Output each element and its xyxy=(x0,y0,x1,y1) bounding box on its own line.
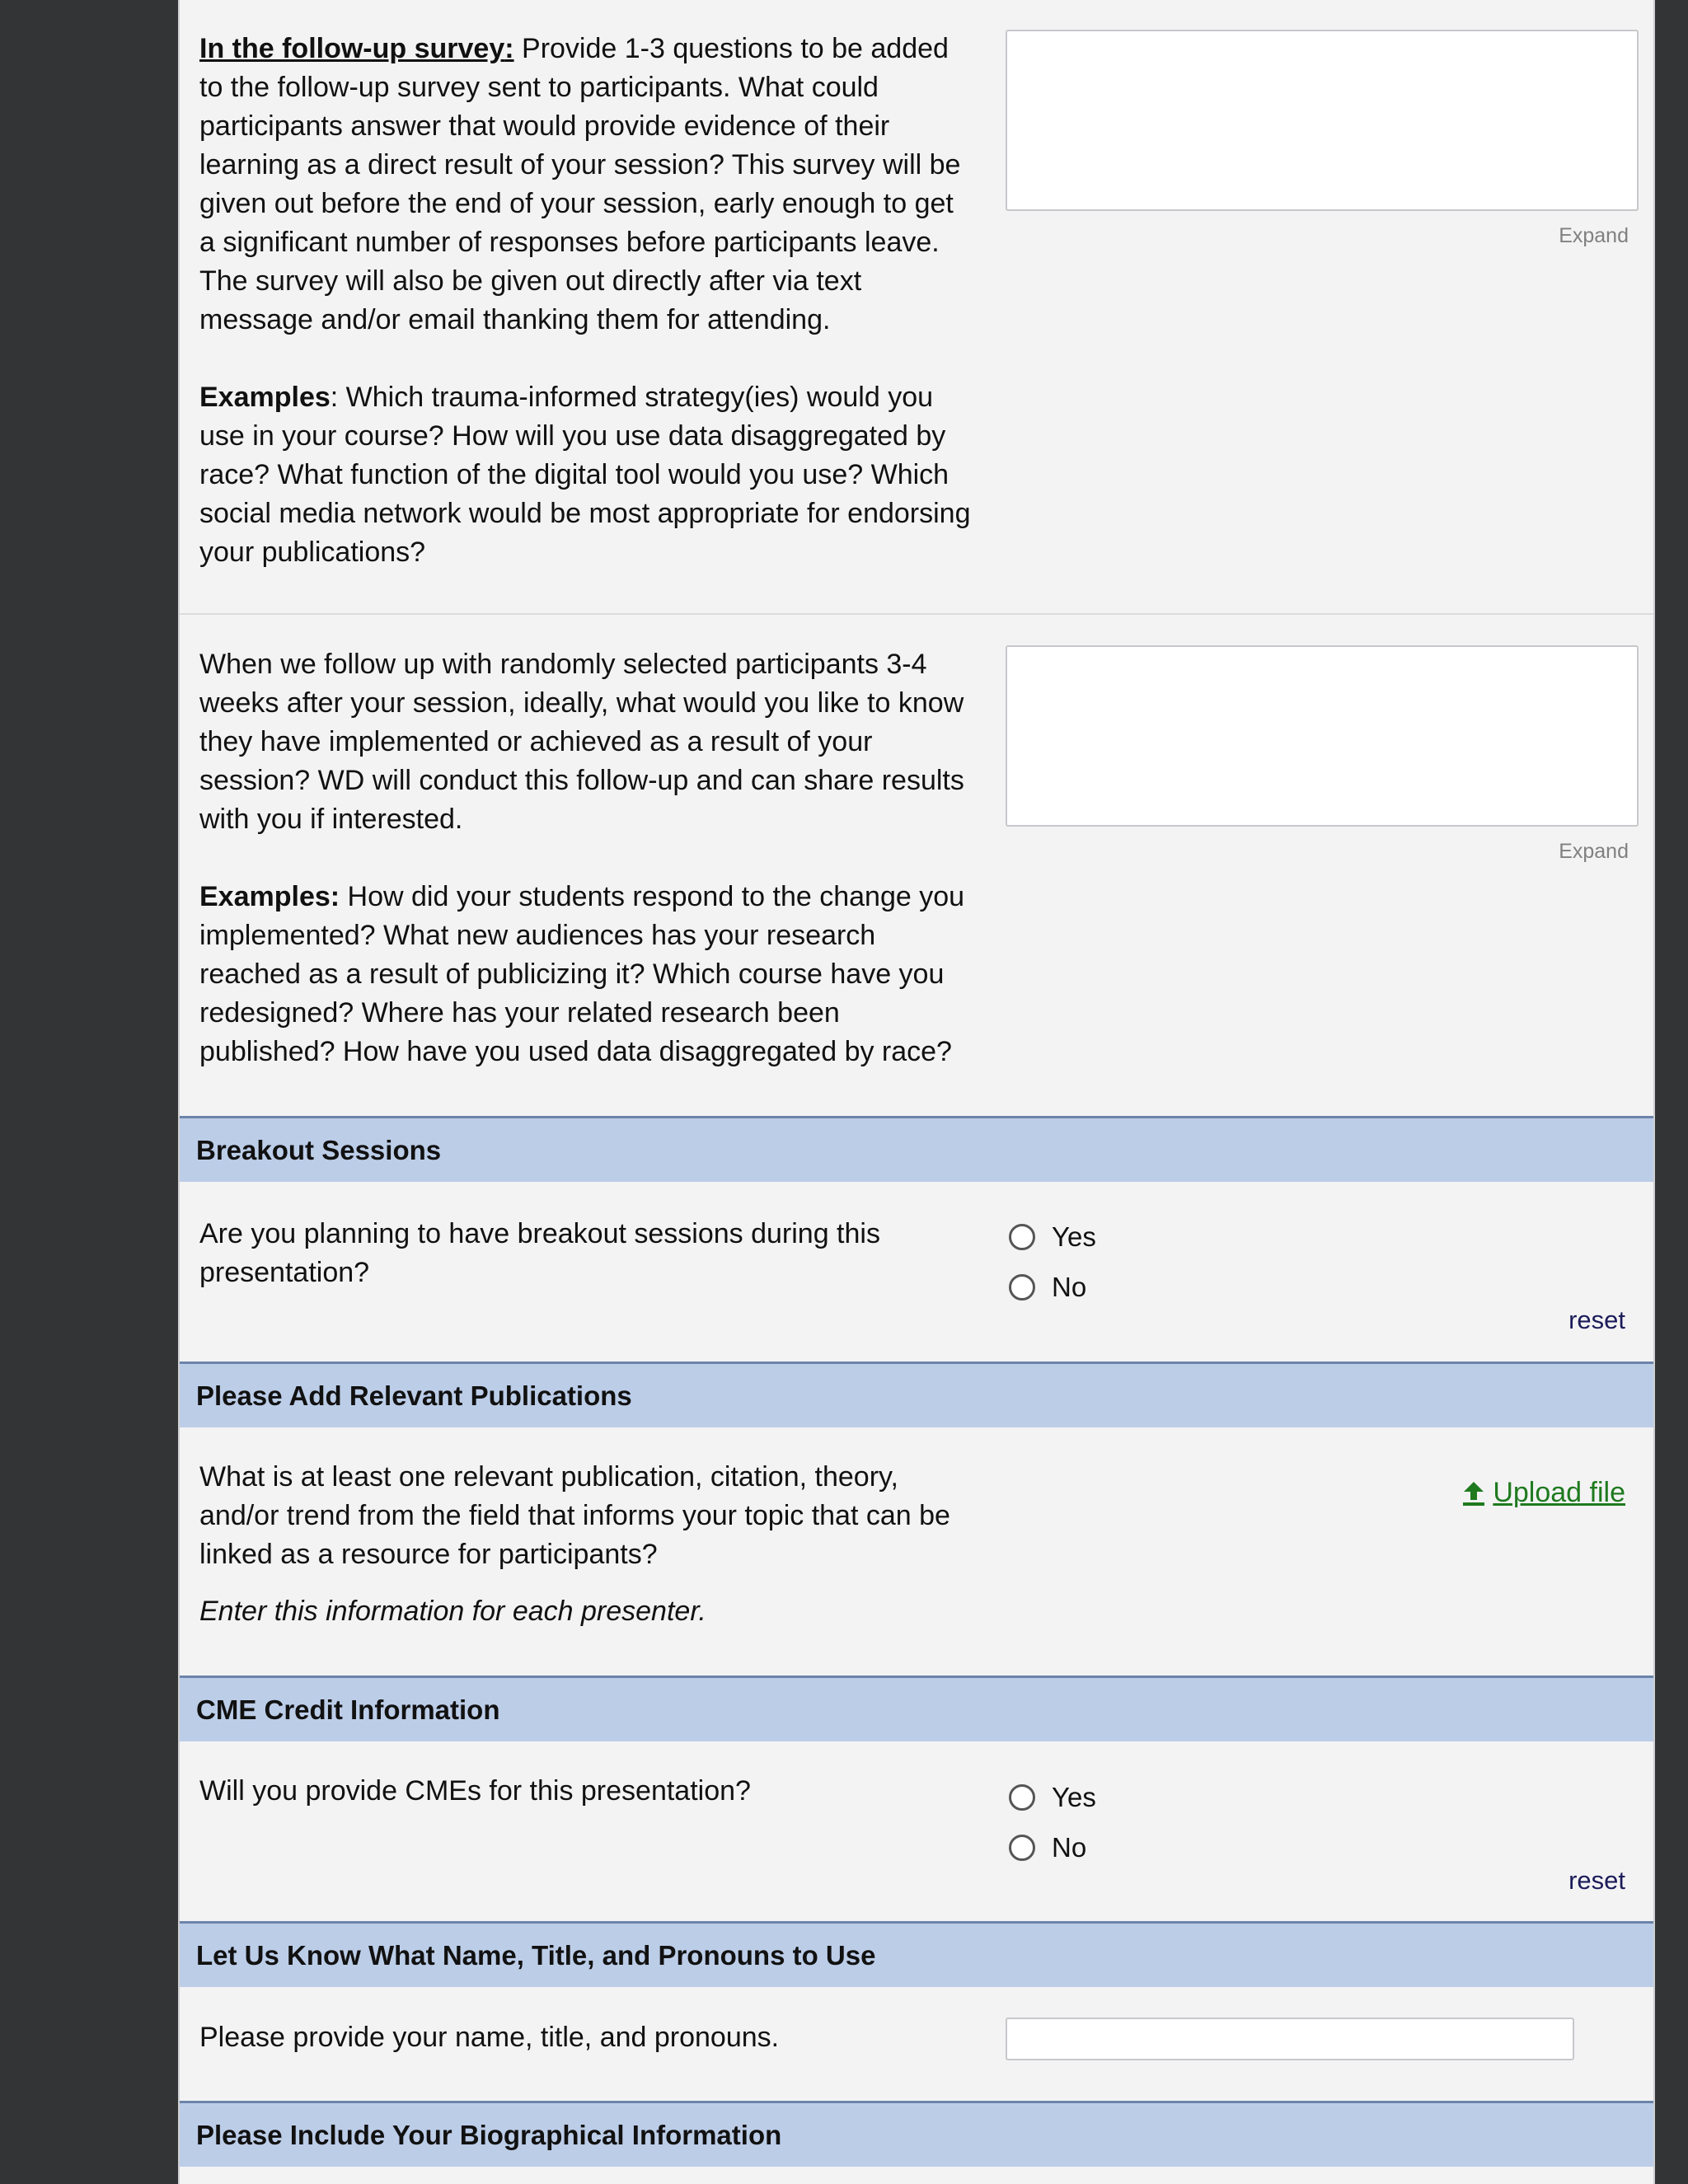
breakout-question: Are you planning to have breakout sessions during this presentation? xyxy=(199,1218,880,1288)
name-title-header: Let Us Know What Name, Title, and Pronouns to Use xyxy=(180,1921,1653,1987)
radio-circle-icon[interactable] xyxy=(1009,1224,1035,1250)
followup-survey-examples-label: Examples xyxy=(199,382,331,413)
cme-yes-radio[interactable] xyxy=(1009,1782,1096,1813)
breakout-yes-label: Yes xyxy=(1052,1221,1096,1252)
followup-survey-colon: : xyxy=(504,33,514,64)
radio-circle-icon[interactable] xyxy=(1009,1274,1035,1301)
breakout-no-label: No xyxy=(1052,1272,1087,1302)
followup-weeks-textarea[interactable] xyxy=(1006,645,1639,827)
bio-header: Please Include Your Biographical Information xyxy=(180,2101,1653,2167)
followup-survey-question xyxy=(199,30,974,572)
cme-header: CME Credit Information xyxy=(180,1675,1653,1741)
cme-no-radio[interactable] xyxy=(1009,1832,1086,1863)
followup-survey-lead: In the follow-up survey xyxy=(199,33,505,64)
breakout-sessions-header: Breakout Sessions xyxy=(180,1116,1653,1182)
survey-form xyxy=(178,0,1655,2184)
breakout-yes-radio[interactable] xyxy=(1009,1221,1096,1253)
followup-weeks-text: When we follow up with randomly selected participants 3-4 weeks after your session, ideally, what would you like to know they have implemented or achieved as a result of your session? WD will conduct this follow-up and can share results with you if interested. xyxy=(199,649,964,835)
cme-no-label: No xyxy=(1052,1832,1087,1863)
upload-file-label[interactable]: Upload file xyxy=(1493,1477,1625,1508)
followup-survey-examples-text: : Which trauma-informed strategy(ies) would you use in your course? How will you use data disaggregated by race? What function of the digital tool would you use? Which social media network would be most appropriate for endorsing your publications? xyxy=(199,382,971,568)
radio-circle-icon[interactable] xyxy=(1009,1784,1035,1811)
followup-survey-text: Provide 1-3 questions to be added to the follow-up survey sent to participants. What could participants answer that would provide evidence of their learning as a direct result of your session? This survey will be given out before the end of your session, early enough to get a significant number of responses before participants leave. The survey will also be given out directly after via text message and/or email thanking them for attending. xyxy=(199,33,961,335)
followup-weeks-expand-link[interactable]: Expand xyxy=(1559,840,1629,863)
followup-survey-textarea[interactable] xyxy=(1006,30,1639,211)
cme-question: Will you provide CMEs for this presentation? xyxy=(199,1775,751,1807)
publications-question-block xyxy=(199,1458,974,1631)
cme-reset-link[interactable]: reset xyxy=(1568,1866,1625,1895)
followup-weeks-examples-label: Examples: xyxy=(199,881,340,912)
publications-question: What is at least one relevant publication, citation, theory, and/or trend from the field that informs your topic that can be linked as a resource for participants? xyxy=(199,1461,950,1570)
followup-survey-expand-link[interactable]: Expand xyxy=(1559,224,1629,247)
breakout-reset-link[interactable]: reset xyxy=(1568,1305,1625,1334)
name-title-input[interactable] xyxy=(1006,2018,1574,2060)
upload-icon xyxy=(1461,1480,1486,1507)
radio-circle-icon[interactable] xyxy=(1009,1835,1035,1861)
section-divider xyxy=(180,613,1653,615)
cme-yes-label: Yes xyxy=(1052,1782,1096,1812)
publications-note: Enter this information for each presenter. xyxy=(199,1596,706,1627)
followup-weeks-question xyxy=(199,645,974,1071)
publications-header: Please Add Relevant Publications xyxy=(180,1361,1653,1427)
breakout-no-radio[interactable] xyxy=(1009,1272,1086,1303)
upload-file-link[interactable] xyxy=(1461,1477,1625,1509)
name-title-question: Please provide your name, title, and pronouns. xyxy=(199,2022,780,2053)
followup-weeks-examples-text: How did your students respond to the change you implemented? What new audiences has your research reached as a result of publicizing it? Which course have you redesigned? Where has your related research been published? How have you used data disaggregated by race? xyxy=(199,881,965,1067)
